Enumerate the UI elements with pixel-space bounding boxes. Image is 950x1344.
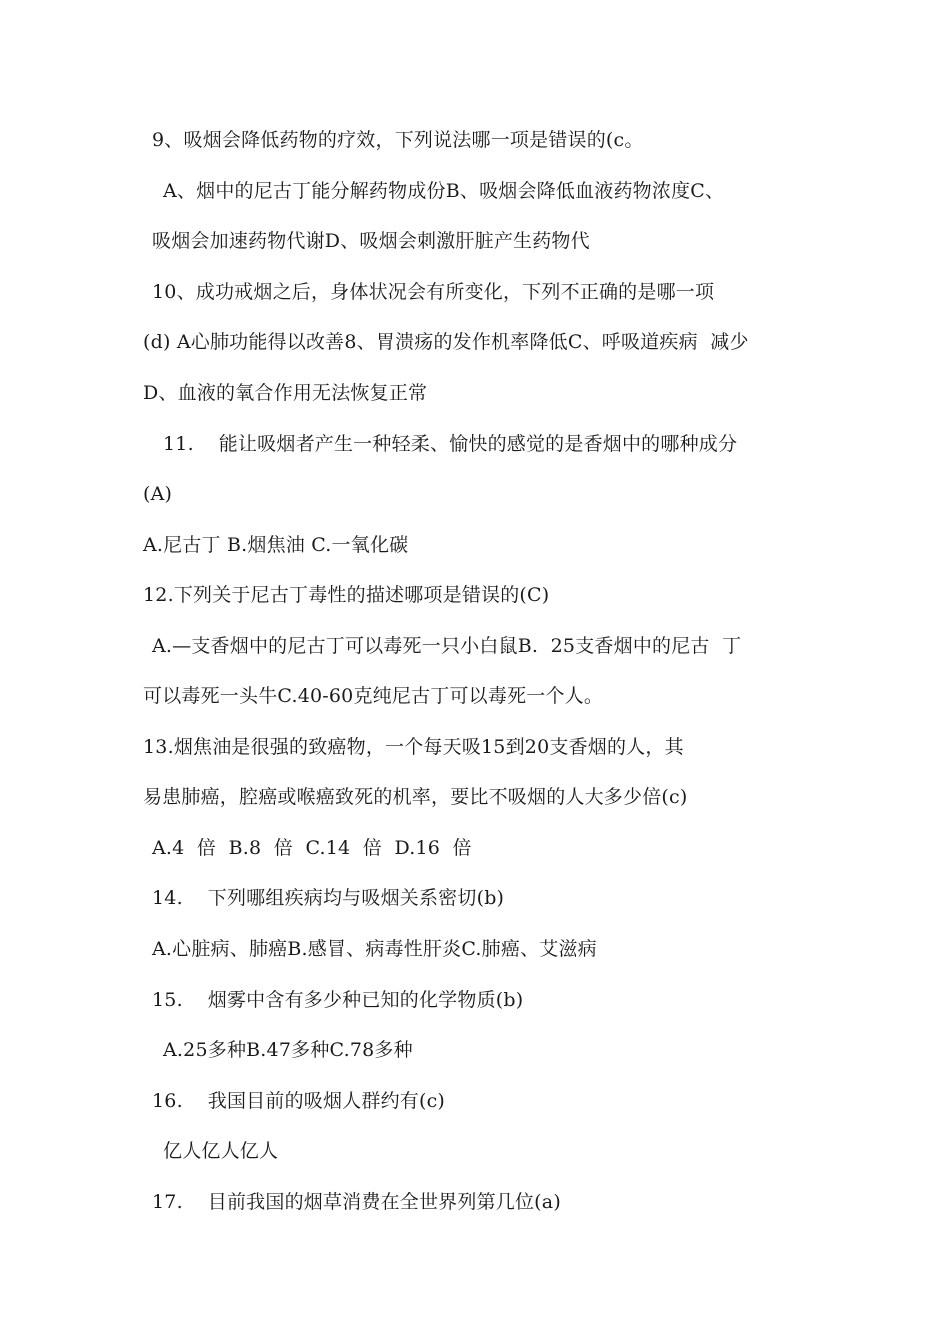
question-10: 10、成功戒烟之后，身体状况会有所变化，下列不正确的是哪一项 — [152, 281, 715, 303]
question-15: 15. 烟雾中含有多少种已知的化学物质(b) — [152, 989, 524, 1011]
question-11: 11. 能让吸烟者产生一种轻柔、愉快的感觉的是香烟中的哪种成分 — [163, 433, 738, 455]
question-14-options: A.心脏病、肺癌B.感冒、病毒性肝炎C.肺癌、艾滋病 — [152, 938, 597, 960]
question-16-options: 亿人亿人亿人 — [163, 1140, 279, 1162]
question-10-options-a-c: (d) A心肺功能得以改善8、胃溃疡的发作机率降低C、呼吸道疾病 减少 — [143, 331, 749, 353]
question-14: 14. 下列哪组疾病均与吸烟关系密切(b) — [152, 887, 505, 909]
question-16: 16. 我国目前的吸烟人群约有(c) — [152, 1090, 446, 1112]
question-10-option-d: D、血液的氧合作用无法恢复正常 — [143, 382, 428, 404]
question-17: 17. 目前我国的烟草消费在全世界列第几位(a) — [152, 1191, 561, 1213]
question-13-options: A.4 倍 B.8 倍 C.14 倍 D.16 倍 — [152, 837, 472, 859]
question-15-options: A.25多种B.47多种C.78多种 — [163, 1039, 413, 1061]
question-13: 13.烟焦油是很强的致癌物，一个每天吸15到20支香烟的人，其 — [143, 736, 684, 758]
question-11-options: A.尼古丁 B.烟焦油 C.一氧化碳 — [143, 534, 409, 556]
question-12-options-b-c: 可以毒死一头牛C.40-60克纯尼古丁可以毒死一个人。 — [143, 685, 604, 707]
question-9-options-a-c: A、烟中的尼古丁能分解药物成份B、吸烟会降低血液药物浓度C、 — [163, 180, 725, 202]
question-13-continued: 易患肺癌，腔癌或喉癌致死的机率，要比不吸烟的人大多少倍(c) — [143, 786, 688, 808]
question-9-options-c-d: 吸烟会加速药物代谢D、吸烟会刺激肝脏产生药物代 — [152, 230, 590, 252]
question-11-answer: (A) — [143, 483, 173, 505]
question-12-options-a-b: A.—支香烟中的尼古丁可以毒死一只小白鼠B. 25支香烟中的尼古 丁 — [152, 635, 742, 657]
question-12: 12.下列关于尼古丁毒性的描述哪项是错误的(C) — [143, 584, 550, 606]
question-9: 9、吸烟会降低药物的疗效，下列说法哪一项是错误的(c。 — [152, 129, 644, 151]
